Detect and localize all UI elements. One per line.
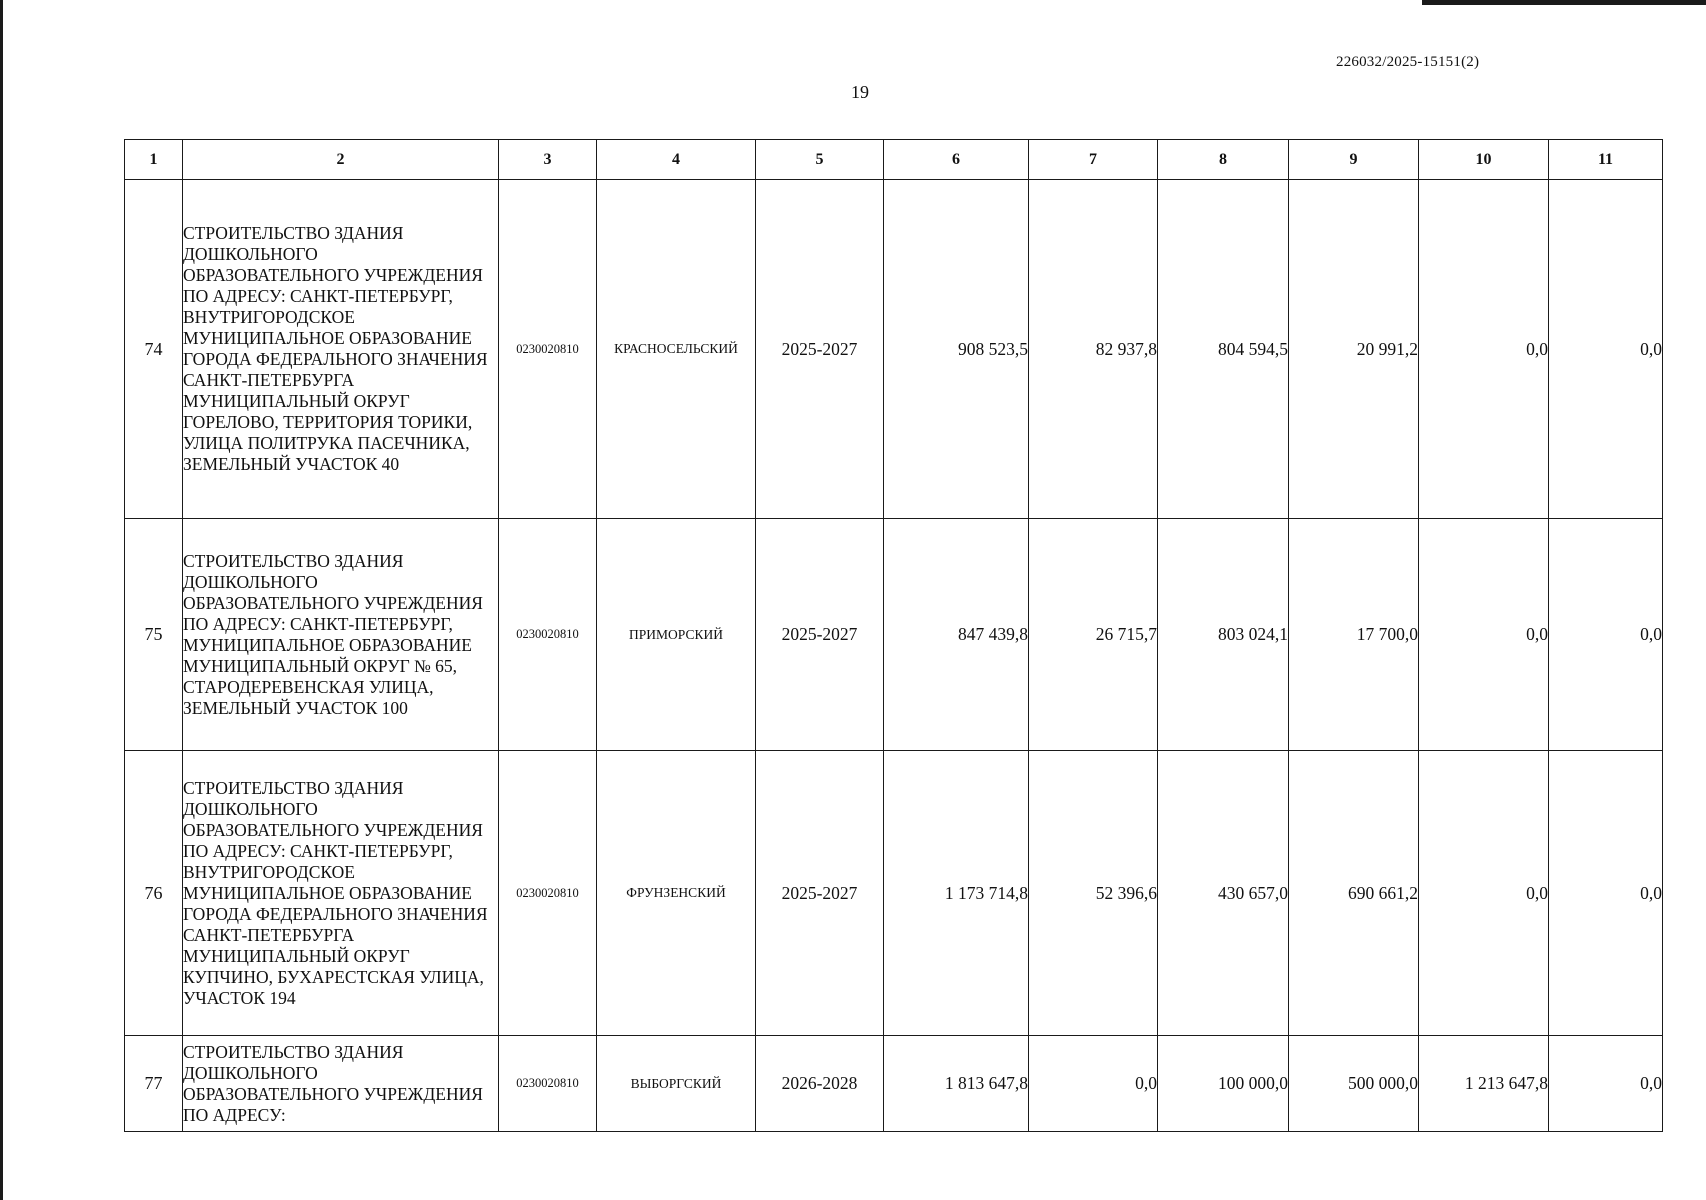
object-description: СТРОИТЕЛЬСТВО ЗДАНИЯ ДОШКОЛЬНОГО ОБРАЗОВАТЕЛЬНОГО УЧРЕЖДЕНИЯ ПО АДРЕСУ:: [183, 1036, 499, 1132]
budget-code: 0230020810: [499, 751, 597, 1036]
column-header-2: 2: [183, 140, 499, 180]
scan-left-edge: [0, 0, 3, 1200]
row-number: 74: [125, 180, 183, 519]
implementation-period: 2025-2027: [756, 751, 884, 1036]
object-description: СТРОИТЕЛЬСТВО ЗДАНИЯ ДОШКОЛЬНОГО ОБРАЗОВАТЕЛЬНОГО УЧРЕЖДЕНИЯ ПО АДРЕСУ: САНКТ-ПЕТЕРБУРГ, ВНУТРИГОРОДСКОЕ МУНИЦИПАЛЬНОЕ ОБРАЗОВАНИЕ ГОРОДА ФЕДЕРАЛЬНОГО ЗНАЧЕНИЯ САНКТ-ПЕТЕРБУРГА МУНИЦИПАЛЬНЫЙ ОКРУГ ГОРЕЛОВО, ТЕРРИТОРИЯ ТОРИКИ, УЛИЦА ПОЛИТРУКА ПАСЕЧНИКА, ЗЕМЕЛЬНЫЙ УЧАСТОК 40: [183, 180, 499, 519]
amount-col-7: 82 937,8: [1029, 180, 1158, 519]
object-table: [124, 139, 1663, 1132]
amount-col-7: 26 715,7: [1029, 519, 1158, 751]
amount-col-10: 0,0: [1419, 519, 1549, 751]
amount-col-6: 1 813 647,8: [884, 1036, 1029, 1132]
amount-col-8: 100 000,0: [1158, 1036, 1289, 1132]
amount-col-9: 17 700,0: [1289, 519, 1419, 751]
amount-col-10: 1 213 647,8: [1419, 1036, 1549, 1132]
amount-col-7: 0,0: [1029, 1036, 1158, 1132]
budget-code: 0230020810: [499, 180, 597, 519]
column-header-11: 11: [1549, 140, 1663, 180]
table-row: [125, 1036, 1663, 1132]
amount-col-11: 0,0: [1549, 180, 1663, 519]
district-name: ВЫБОРГСКИЙ: [597, 1036, 756, 1132]
table-header-row: [125, 140, 1663, 180]
amount-col-9: 690 661,2: [1289, 751, 1419, 1036]
budget-code: 0230020810: [499, 1036, 597, 1132]
amount-col-9: 500 000,0: [1289, 1036, 1419, 1132]
document-number: 226032/2025-15151(2): [1336, 54, 1480, 70]
object-description: СТРОИТЕЛЬСТВО ЗДАНИЯ ДОШКОЛЬНОГО ОБРАЗОВАТЕЛЬНОГО УЧРЕЖДЕНИЯ ПО АДРЕСУ: САНКТ-ПЕТЕРБУРГ, МУНИЦИПАЛЬНОЕ ОБРАЗОВАНИЕ МУНИЦИПАЛЬНЫЙ ОКРУГ № 65, СТАРОДЕРЕВЕНСКАЯ УЛИЦА, ЗЕМЕЛЬНЫЙ УЧАСТОК 100: [183, 519, 499, 751]
row-number: 77: [125, 1036, 183, 1132]
table-row: [125, 180, 1663, 519]
amount-col-11: 0,0: [1549, 751, 1663, 1036]
column-header-1: 1: [125, 140, 183, 180]
implementation-period: 2025-2027: [756, 519, 884, 751]
budget-code: 0230020810: [499, 519, 597, 751]
column-header-3: 3: [499, 140, 597, 180]
amount-col-10: 0,0: [1419, 180, 1549, 519]
amount-col-9: 20 991,2: [1289, 180, 1419, 519]
district-name: ПРИМОРСКИЙ: [597, 519, 756, 751]
amount-col-6: 908 523,5: [884, 180, 1029, 519]
column-header-7: 7: [1029, 140, 1158, 180]
amount-col-6: 1 173 714,8: [884, 751, 1029, 1036]
table-row: [125, 751, 1663, 1036]
column-header-5: 5: [756, 140, 884, 180]
amount-col-8: 430 657,0: [1158, 751, 1289, 1036]
implementation-period: 2026-2028: [756, 1036, 884, 1132]
table-row: [125, 519, 1663, 751]
district-name: ФРУНЗЕНСКИЙ: [597, 751, 756, 1036]
amount-col-6: 847 439,8: [884, 519, 1029, 751]
scan-top-marks: [1422, 0, 1706, 5]
page-number: 19: [851, 82, 869, 102]
amount-col-10: 0,0: [1419, 751, 1549, 1036]
amount-col-7: 52 396,6: [1029, 751, 1158, 1036]
column-header-4: 4: [597, 140, 756, 180]
amount-col-8: 803 024,1: [1158, 519, 1289, 751]
object-description: СТРОИТЕЛЬСТВО ЗДАНИЯ ДОШКОЛЬНОГО ОБРАЗОВАТЕЛЬНОГО УЧРЕЖДЕНИЯ ПО АДРЕСУ: САНКТ-ПЕТЕРБУРГ, ВНУТРИГОРОДСКОЕ МУНИЦИПАЛЬНОЕ ОБРАЗОВАНИЕ ГОРОДА ФЕДЕРАЛЬНОГО ЗНАЧЕНИЯ САНКТ-ПЕТЕРБУРГА МУНИЦИПАЛЬНЫЙ ОКРУГ КУПЧИНО, БУХАРЕСТСКАЯ УЛИЦА, УЧАСТОК 194: [183, 751, 499, 1036]
implementation-period: 2025-2027: [756, 180, 884, 519]
row-number: 76: [125, 751, 183, 1036]
district-name: КРАСНОСЕЛЬСКИЙ: [597, 180, 756, 519]
amount-col-11: 0,0: [1549, 519, 1663, 751]
amount-col-8: 804 594,5: [1158, 180, 1289, 519]
column-header-10: 10: [1419, 140, 1549, 180]
column-header-9: 9: [1289, 140, 1419, 180]
amount-col-11: 0,0: [1549, 1036, 1663, 1132]
column-header-6: 6: [884, 140, 1029, 180]
row-number: 75: [125, 519, 183, 751]
column-header-8: 8: [1158, 140, 1289, 180]
